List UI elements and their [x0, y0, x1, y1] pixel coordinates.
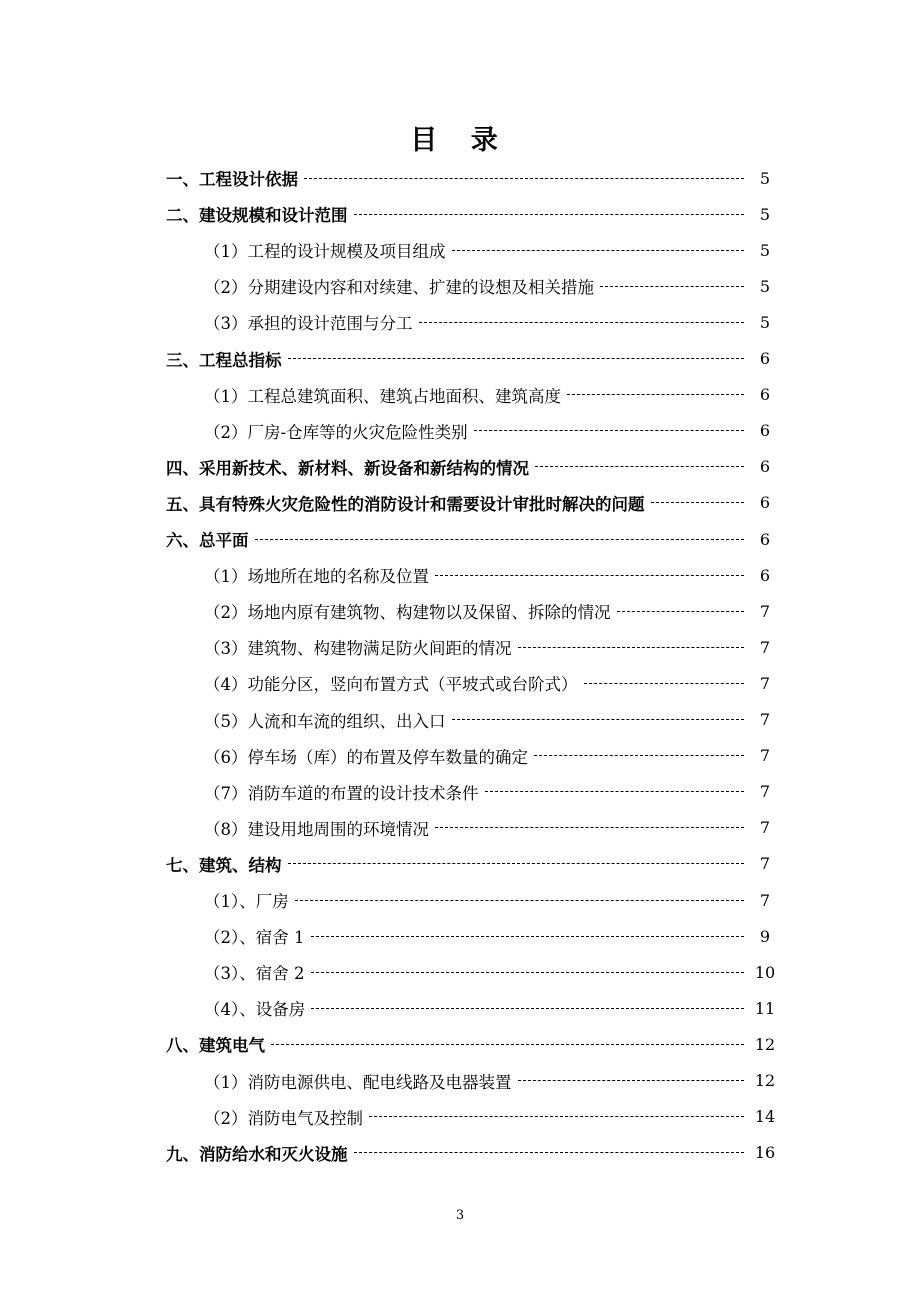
- toc-leader: [295, 900, 744, 901]
- toc-entry[interactable]: [204, 593, 780, 629]
- toc-entry-label: （5）人流和车流的组织、出入口: [204, 711, 446, 731]
- toc-entry-label: 五、具有特殊火灾危险性的消防设计和需要设计审批时解决的问题: [166, 494, 645, 514]
- toc-entry-label: （1）工程总建筑面积、建筑占地面积、建筑高度: [204, 386, 561, 406]
- toc-entry[interactable]: [166, 196, 780, 232]
- toc-leader: [271, 1044, 744, 1045]
- toc-entry-page: 7: [759, 818, 771, 838]
- toc-entry-label: （3）建筑物、构建物满足防火间距的情况: [204, 639, 512, 659]
- toc-leader: [534, 755, 744, 756]
- toc-leader: [651, 502, 745, 503]
- page-title: 目 录: [410, 125, 510, 156]
- toc-leader: [369, 1116, 744, 1117]
- toc-entry-page: 5: [759, 312, 771, 332]
- toc-leader: [600, 286, 744, 287]
- toc-leader: [567, 394, 744, 395]
- toc-entry-page: 6: [759, 385, 771, 405]
- toc-entry-label: 七、建筑、结构: [166, 855, 282, 875]
- toc-entry-label: （6）停车场（库）的布置及停车数量的确定: [204, 747, 528, 767]
- toc-entry[interactable]: [166, 1135, 780, 1171]
- toc-entry-page: 12: [754, 1034, 776, 1054]
- toc-entry[interactable]: [166, 449, 780, 485]
- toc-entry-page: 6: [759, 457, 771, 477]
- toc-entry-page: 5: [759, 276, 771, 296]
- toc-entry[interactable]: [204, 629, 780, 665]
- toc-leader: [311, 936, 745, 937]
- toc-entry-label: （2）场地内原有建筑物、构建物以及保留、拆除的情况: [204, 603, 611, 623]
- toc-leader: [535, 466, 744, 467]
- toc-entry[interactable]: [204, 810, 780, 846]
- toc-leader: [452, 719, 745, 720]
- toc-entry-label: （1）消防电源供电、配电线路及电器装置: [204, 1072, 512, 1092]
- toc-entry-page: 5: [759, 204, 771, 224]
- toc-entry-page: 5: [759, 168, 771, 188]
- toc-entry-page: 7: [759, 710, 771, 729]
- toc-entry-label: 八、建筑电气: [166, 1036, 265, 1056]
- toc-entry[interactable]: [204, 1099, 780, 1135]
- toc-entry[interactable]: [204, 882, 780, 918]
- toc-entry-page: 14: [754, 1107, 776, 1127]
- toc-entry-page: 6: [759, 529, 771, 549]
- toc-entry[interactable]: [166, 485, 780, 521]
- toc-entry[interactable]: [204, 990, 780, 1026]
- toc-entry-label: 一、工程设计依据: [166, 170, 298, 189]
- toc-entry-label: （1）场地所在地的名称及位置: [204, 567, 429, 587]
- toc-entry-page: 6: [759, 349, 771, 368]
- toc-entry[interactable]: [204, 774, 780, 810]
- toc-entry-label: （1）工程的设计规模及项目组成: [204, 242, 446, 262]
- toc-entry-page: 12: [754, 1071, 776, 1090]
- toc-entry[interactable]: [204, 702, 780, 738]
- toc-entry-page: 7: [759, 890, 771, 910]
- toc-entry-label: （7）消防车道的布置的设计技术条件: [204, 783, 479, 803]
- toc-entry-label: （2）消防电气及控制: [204, 1108, 363, 1128]
- toc-entry-page: 16: [754, 1143, 776, 1163]
- toc-entry-label: 三、工程总指标: [166, 350, 282, 370]
- toc-entry-page: 7: [759, 782, 771, 802]
- toc-entry[interactable]: [204, 232, 780, 268]
- toc-entry-label: 九、消防给水和灭火设施: [166, 1144, 348, 1164]
- toc-entry-page: 7: [759, 673, 771, 693]
- toc-entry-page: 7: [759, 601, 771, 621]
- toc-entry[interactable]: [166, 521, 780, 557]
- toc-entry[interactable]: [204, 954, 780, 990]
- toc-entry[interactable]: [166, 160, 780, 196]
- toc-entry-page: 6: [759, 493, 771, 513]
- toc-entry[interactable]: [166, 846, 780, 882]
- toc-entry[interactable]: [204, 377, 780, 413]
- toc-entry-label: （2）、宿舍 1: [204, 928, 305, 948]
- toc-entry[interactable]: [204, 1063, 780, 1099]
- toc-entry[interactable]: [204, 413, 780, 449]
- toc-entry-label: （2）厂房-仓库等的火灾危险性类别: [204, 422, 468, 442]
- toc-entry-label: （8）建设用地周围的环境情况: [204, 819, 429, 839]
- toc-entry-page: 7: [759, 854, 771, 874]
- toc-leader: [435, 575, 744, 576]
- toc-entry-page: 11: [754, 998, 776, 1018]
- toc-entry[interactable]: [204, 665, 780, 701]
- toc-entry-page: 7: [759, 637, 771, 657]
- toc-leader: [255, 539, 745, 540]
- toc-leader: [452, 250, 745, 251]
- toc-leader: [435, 827, 744, 828]
- toc-entry[interactable]: [204, 918, 780, 954]
- toc-entry[interactable]: [204, 268, 780, 304]
- toc-entry-page: 6: [759, 421, 771, 441]
- toc-entry-label: 六、总平面: [166, 531, 249, 550]
- toc-entry-label: （1）、厂房: [204, 892, 289, 911]
- toc-leader: [518, 1080, 745, 1081]
- toc-entry-label: （4）、设备房: [204, 1000, 306, 1020]
- toc-entry-label: （4）功能分区，竖向布置方式（平坡式或台阶式）: [204, 675, 578, 695]
- toc-leader: [485, 791, 745, 792]
- toc-leader: [304, 178, 744, 179]
- toc-entry-page: 9: [759, 926, 771, 946]
- toc-leader: [288, 358, 745, 359]
- toc-entry-label: （3）、宿舍 2: [204, 964, 305, 984]
- toc-leader: [617, 611, 745, 612]
- toc-entry-page: 6: [759, 565, 771, 585]
- toc-leader: [288, 863, 745, 864]
- toc-entry-label: 四、采用新技术、新材料、新设备和新结构的情况: [166, 458, 529, 478]
- toc-entry[interactable]: [166, 1026, 780, 1062]
- toc-leader: [311, 972, 745, 973]
- toc-leader: [474, 430, 744, 431]
- toc-entry-page: 10: [754, 962, 776, 982]
- toc-entry-page: 5: [759, 240, 771, 260]
- toc-entry-label: （3）承担的设计范围与分工: [204, 314, 413, 334]
- toc-entry-label: 二、建设规模和设计范围: [166, 206, 348, 226]
- toc-leader: [419, 322, 745, 323]
- toc-leader: [354, 214, 745, 215]
- toc-leader: [584, 683, 745, 684]
- toc-leader: [518, 647, 745, 648]
- toc-leader: [311, 1008, 744, 1009]
- toc-entry[interactable]: [204, 304, 780, 340]
- toc-leader: [354, 1152, 745, 1153]
- toc-entry-page: 7: [759, 746, 771, 766]
- toc-entry[interactable]: [166, 341, 780, 377]
- page-number: 3: [455, 1208, 465, 1223]
- toc-entry[interactable]: [204, 738, 780, 774]
- toc-entry[interactable]: [204, 557, 780, 593]
- toc-entry-label: （2）分期建设内容和对续建、扩建的设想及相关措施: [204, 278, 594, 298]
